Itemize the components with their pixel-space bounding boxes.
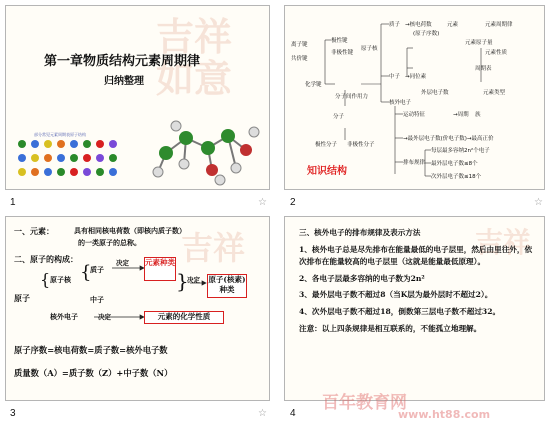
brace-icon: {	[40, 270, 51, 289]
periodic-table-image	[18, 140, 124, 182]
star-icon[interactable]: ☆	[258, 408, 267, 419]
rule-4: 4、次外层电子数不超过18，倒数第三层电子数不超过32。	[299, 306, 501, 316]
chemical-property-box: 元素的化学性质	[144, 311, 224, 324]
node-polar-molecule: 极性分子	[315, 142, 338, 148]
periodic-table-atom	[109, 168, 117, 176]
decides-label: 决定	[187, 276, 200, 284]
note-label: 注意：	[299, 323, 322, 333]
slide-3[interactable]	[5, 216, 270, 401]
node-max-electrons: →最外层电子数(价电子数)→最高正价	[403, 136, 494, 142]
periodic-table-atom	[18, 140, 26, 148]
node-motion: 运动特征	[403, 112, 426, 118]
periodic-table-atom	[57, 168, 65, 176]
slide-2[interactable]	[284, 5, 545, 190]
periodic-table-atom	[44, 168, 52, 176]
periodic-table-atom	[96, 154, 104, 162]
periodic-table-atom	[109, 154, 117, 162]
slide-body	[299, 227, 535, 339]
node-arrangement-rule: 排布规律	[403, 160, 426, 166]
periodic-table-atom	[57, 154, 65, 162]
periodic-table-caption: 部分常见元素周期表原子结构	[34, 132, 86, 137]
periodic-table-atom	[70, 140, 78, 148]
node-nucleus-charge: →核电荷数	[405, 22, 432, 28]
node-rule-2: 最外层电子数≤8个	[431, 161, 478, 167]
periodic-table-atom	[44, 140, 52, 148]
node-element-law: 元素周期律	[485, 22, 513, 28]
slide-title: 第一章物质结构元素周期律	[44, 54, 201, 69]
element-definition-1: 具有相同核电荷数（即核内质子数）	[74, 226, 186, 235]
page-number: 3	[10, 408, 16, 419]
watermark-logo: 百年教育网	[322, 393, 407, 413]
node-covalent-bond: 共价键	[291, 56, 308, 62]
page-number: 1	[10, 197, 16, 208]
brace-icon: }	[176, 269, 189, 293]
background-decoration: 吉祥	[181, 229, 246, 267]
node-neutron: 中子	[389, 74, 401, 80]
page-number: 4	[290, 408, 296, 419]
element-label: 一、元素：	[14, 226, 54, 236]
slide-subtitle: 归纳整理	[104, 76, 144, 87]
periodic-table-atom	[109, 140, 117, 148]
node-polar-bond: 极性键	[331, 38, 348, 44]
star-icon[interactable]: ☆	[258, 197, 267, 208]
element-definition-2: 的一类原子的总称。	[78, 238, 141, 247]
page-number: 2	[290, 197, 296, 208]
decides-label: 决定	[116, 259, 129, 267]
atom-kind-box: 原子(核素)种类	[207, 274, 247, 298]
periodic-table-atom	[83, 140, 91, 148]
periodic-table-atom	[18, 154, 26, 162]
nucleus-label: 原子核	[50, 275, 71, 284]
equation-mass-number: 质量数（A）=质子数（Z）+中子数（N）	[14, 368, 173, 378]
periodic-table-atom	[31, 140, 39, 148]
node-electron: 核外电子	[389, 100, 412, 106]
node-element: 元素	[447, 22, 459, 28]
atom-composition-label: 二、原子的构成：	[14, 254, 78, 264]
periodic-table-atom	[83, 154, 91, 162]
periodic-table-atom	[96, 140, 104, 148]
node-molecule: 分子	[333, 114, 345, 120]
node-rule-3: 次外层电子数≤18个	[431, 174, 482, 180]
brace-icon: {	[80, 262, 92, 283]
node-nonpolar-bond: 非极性键	[331, 50, 354, 56]
background-decoration: 吉祥	[475, 226, 532, 259]
periodic-table-atom	[96, 168, 104, 176]
periodic-table-atom	[44, 154, 52, 162]
neutron-label: 中子	[90, 295, 104, 304]
node-element-type: 元素类型	[483, 90, 506, 96]
proton-label: 质子	[90, 265, 104, 274]
electron-label: 核外电子	[50, 312, 78, 321]
node-rule-1: 每层最多容纳2n²个电子	[431, 148, 490, 154]
periodic-table-atom	[31, 168, 39, 176]
periodic-table-atom	[57, 140, 65, 148]
periodic-table-atom	[31, 154, 39, 162]
node-nonpolar-molecule: 非极性分子	[347, 142, 375, 148]
node-family: 族	[475, 112, 481, 118]
equation-atomic-number: 原子序数=核电荷数=质子数=核外电子数	[14, 345, 168, 355]
periodic-table-atom	[18, 168, 26, 176]
element-kind-box: 元素种类	[144, 257, 176, 281]
slide-1[interactable]	[5, 5, 270, 190]
rule-1: 1、核外电子总是尽先排布在能量最低的电子层里，然后由里往外，依次排布在能量较高的电子层里（这就是能量最低原理）。	[299, 244, 533, 267]
node-intermolecular-force: 分子间作用力	[335, 94, 369, 100]
periodic-table-atom	[70, 154, 78, 162]
node-ionic-bond: 离子键	[291, 42, 308, 48]
rule-2: 2、各电子层最多容纳的电子数为2n²	[299, 273, 425, 283]
node-chemical-bond: 化学键	[305, 82, 322, 88]
decides-label: 决定	[98, 313, 111, 321]
node-nucleus: 原子核	[361, 46, 378, 52]
section-heading: 三、核外电子的排布规律及表示方法	[299, 228, 421, 237]
watermark-url: www.ht88.com	[398, 408, 491, 421]
node-periodic-table: 周期表	[475, 66, 492, 72]
note-text: 以上四条规律是相互联系的，不能孤立地理解。	[321, 323, 482, 333]
periodic-table-atom	[70, 168, 78, 176]
node-element-property: 元素性质	[485, 50, 508, 56]
rule-3: 3、最外层电子数不超过8（当K层为最外层时不超过2）。	[299, 290, 493, 300]
node-isotope: →同位素	[405, 74, 427, 80]
node-atomic-number: (原子序数)	[413, 31, 440, 37]
node-proton: 质子	[389, 22, 401, 28]
node-atomic-mass: 元素原子量	[465, 40, 493, 46]
atom-label: 原子	[14, 293, 30, 303]
molecule-model-image	[146, 118, 264, 188]
node-period: →周期	[453, 112, 469, 118]
note-paragraph	[299, 323, 535, 336]
node-outer-electrons: 外层电子数	[421, 90, 449, 96]
slide-4[interactable]	[284, 216, 545, 401]
section-label: 知识结构	[307, 166, 347, 177]
background-decoration: 吉祥如意	[156, 14, 233, 101]
star-icon[interactable]: ☆	[534, 197, 543, 208]
periodic-table-atom	[83, 168, 91, 176]
